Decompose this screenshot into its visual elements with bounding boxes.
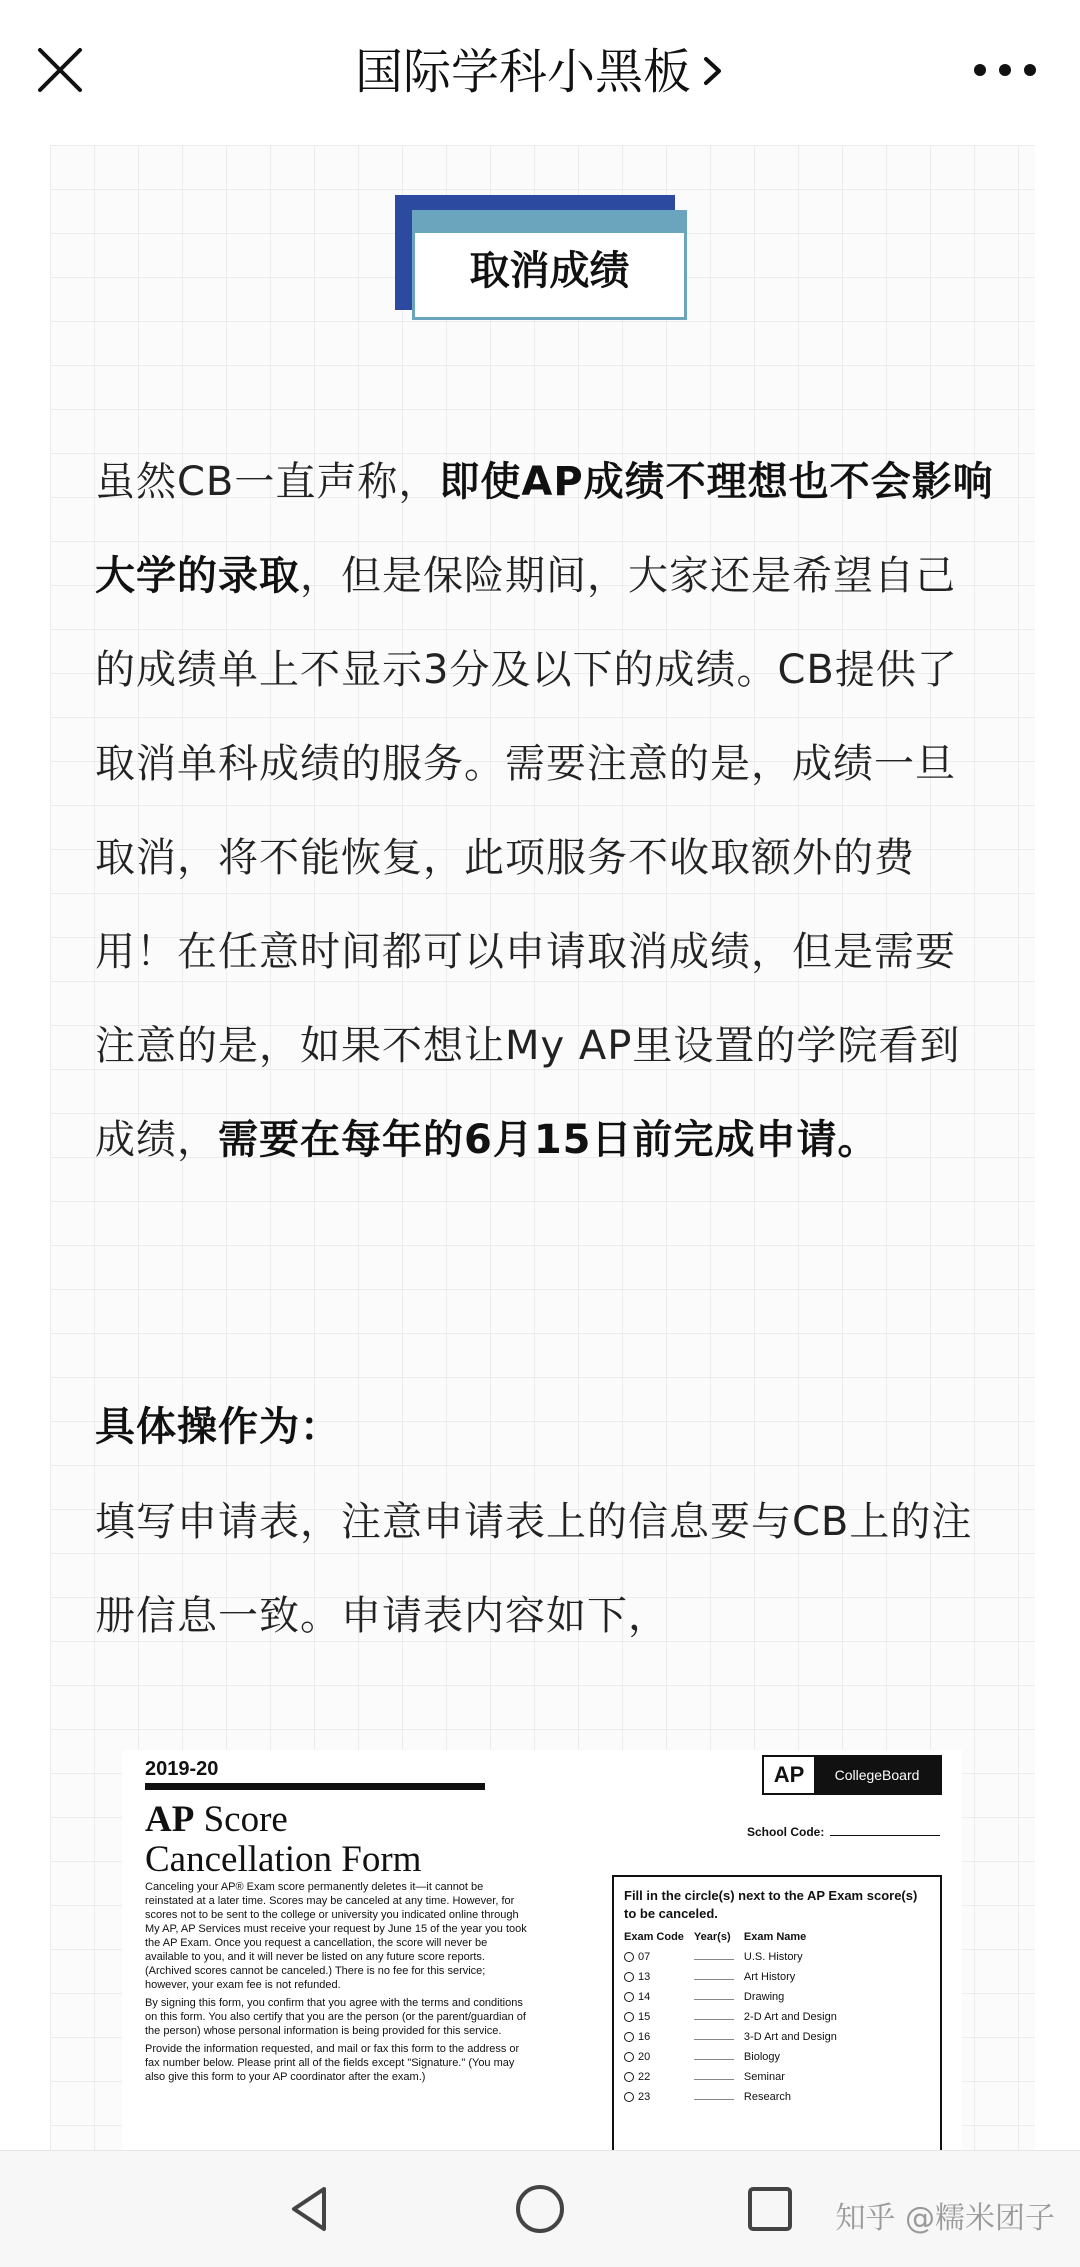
paragraph-intro: [95, 435, 995, 1187]
form-description: [145, 1880, 530, 2088]
school-code-field: [747, 1825, 940, 1839]
logo-ap: AP: [773, 1762, 805, 1787]
ap-collegeboard-logo: [762, 1755, 942, 1795]
exam-code: 23: [638, 2091, 651, 2103]
bold-text-deadline: 需要在每年的6月15日前完成申请。: [218, 1117, 879, 1163]
exam-code: 07: [638, 1951, 651, 1963]
exam-code-cell[interactable]: [624, 2007, 694, 2027]
exam-row: [624, 2067, 847, 2087]
radio-circle-icon[interactable]: [624, 1992, 634, 2002]
form-year: 2019-20: [145, 1758, 219, 1780]
text-span: ，但是保险期间，大家还是希望自己的成绩单上不显示3分及以下的成绩。CB提供了取消单科成绩的服务。需要注意的是，成绩一旦取消，将不能恢复，此项服务不收取额外的费用！在任意时间都可以申请取消成绩，但是需要注意的是，如果不想让My AP里设置的学院看到成绩，: [95, 553, 961, 1163]
exam-name-cell: Research: [743, 2091, 791, 2103]
exam-code: 20: [638, 2051, 651, 2063]
exam-code-cell[interactable]: [624, 2067, 694, 2087]
paragraph-steps: 填写申请表，注意申请表上的信息要与CB上的注册信息一致。申请表内容如下，: [95, 1499, 973, 1639]
exam-row: [624, 2047, 847, 2067]
exam-selection-box: [612, 1875, 942, 2170]
form-title-line2: Cancellation Form: [145, 1839, 422, 1880]
col-exam-code: Exam Code: [624, 1931, 684, 1943]
form-title: [145, 1800, 421, 1880]
exam-year-cell: [694, 2007, 744, 2027]
more-button[interactable]: [970, 58, 1040, 82]
system-nav-bar: [0, 2150, 1080, 2267]
exam-row: [624, 2007, 847, 2027]
exam-name-cell: Drawing: [743, 1991, 785, 2003]
form-desc-2: By signing this form, you confirm that you agree with the terms and conditions on this form. You also certify that you are the person (or the parent/guardian of the person) whose personal information is being provided for this service.: [145, 1997, 526, 2037]
form-desc-3: Provide the information requested, and mail or fax this form to the address or fax number below. Please print all of the fields except "Signature." (You may also give this form to your AP coordinator after the exam.): [145, 2043, 520, 2083]
exam-code-cell[interactable]: [624, 1967, 694, 1987]
zhihu-watermark: 知乎 @糯米团子: [835, 2201, 1055, 2236]
home-circle-icon: [510, 2179, 570, 2239]
year-blank-line: [694, 2079, 734, 2080]
col-years: Year(s): [693, 1931, 731, 1943]
account-title-text: 国际学科小黑板: [354, 44, 691, 100]
exam-code: 16: [638, 2031, 651, 2043]
nav-home-button[interactable]: [510, 2179, 570, 2239]
exam-table: [624, 1931, 847, 2107]
exam-code: 15: [638, 2011, 651, 2023]
exam-row: [624, 1987, 847, 2007]
exam-row: [624, 2027, 847, 2047]
exam-row: [624, 1947, 847, 1967]
badge-front-shape: [412, 210, 687, 320]
school-code-line: [830, 1835, 940, 1836]
exam-year-cell: [694, 1947, 744, 1967]
text-span: 虽然CB一直声称，: [95, 459, 440, 505]
form-title-score: Score: [194, 1799, 288, 1840]
year-blank-line: [694, 2039, 734, 2040]
exam-box-heading: Fill in the circle(s) next to the AP Exam score(s) to be canceled.: [624, 1888, 918, 1921]
nav-back-button[interactable]: [280, 2179, 340, 2239]
year-blank-line: [694, 1979, 734, 1980]
radio-circle-icon[interactable]: [624, 2032, 634, 2042]
top-bar: [0, 0, 1080, 145]
radio-circle-icon[interactable]: [624, 2052, 634, 2062]
section-title: 取消成绩: [469, 248, 630, 294]
chevron-right-icon: [701, 41, 725, 109]
school-code-label: School Code:: [747, 1825, 825, 1839]
exam-name-cell: U.S. History: [743, 1951, 803, 1963]
radio-circle-icon[interactable]: [624, 1952, 634, 1962]
exam-code-cell[interactable]: [624, 2027, 694, 2047]
exam-name-cell: 2-D Art and Design: [743, 2011, 837, 2023]
form-title-ap: AP: [145, 1799, 195, 1840]
exam-code: 14: [638, 1991, 651, 2003]
nav-recent-button[interactable]: [740, 2179, 800, 2239]
exam-year-cell: [694, 1987, 744, 2007]
exam-name-cell: 3-D Art and Design: [743, 2031, 837, 2043]
exam-year-cell: [694, 1967, 744, 1987]
exam-code-cell[interactable]: [624, 2087, 694, 2107]
bold-heading: 具体操作为：: [95, 1404, 341, 1450]
exam-name-cell: Biology: [743, 2051, 780, 2063]
section-title-badge: [395, 195, 695, 325]
form-desc-1: Canceling your AP® Exam score permanently deletes it—it cannot be reinstated at a later time. Scores may be canceled at any time. However, for scores not to be sent to the college or university you indicated online through My AP, AP Services must receive your request by June 15 of the year you took the AP Exam. Once you request a cancellation, the score will never be available to you, and it will never be listed on any future score reports. (Archived scores cannot be canceled.) There is no fee for this service; however, your exam fee is not refunded.: [145, 1881, 527, 1991]
year-blank-line: [694, 1959, 734, 1960]
exam-code-cell[interactable]: [624, 1947, 694, 1967]
account-title[interactable]: [0, 38, 1080, 109]
recent-square-icon: [740, 2179, 800, 2239]
back-triangle-icon: [280, 2179, 340, 2239]
exam-code-cell[interactable]: [624, 1987, 694, 2007]
exam-name-cell: Art History: [743, 1971, 796, 1983]
radio-circle-icon[interactable]: [624, 2012, 634, 2022]
radio-circle-icon[interactable]: [624, 1972, 634, 1982]
col-exam-name: Exam Name: [743, 1931, 807, 1943]
exam-code: 13: [638, 1971, 651, 1983]
cancellation-form-image[interactable]: [122, 1750, 962, 2170]
exam-row: [624, 2087, 847, 2107]
exam-code: 22: [638, 2071, 651, 2083]
radio-circle-icon[interactable]: [624, 2072, 634, 2082]
year-blank-line: [694, 2019, 734, 2020]
form-year-bar: [145, 1783, 485, 1790]
radio-circle-icon[interactable]: [624, 2092, 634, 2102]
year-blank-line: [694, 2059, 734, 2060]
exam-code-cell[interactable]: [624, 2047, 694, 2067]
steps-heading: [95, 1380, 995, 1474]
exam-year-cell: [694, 2067, 744, 2087]
logo-collegeboard: CollegeBoard: [814, 1757, 940, 1793]
exam-name-cell: Seminar: [743, 2071, 785, 2083]
exam-year-cell: [694, 2027, 744, 2047]
badge-bar: [415, 213, 684, 233]
exam-row: [624, 1967, 847, 1987]
more-dots-icon: [970, 58, 1040, 82]
bold-text: 即使AP成绩不理想也不会影响大学的录取: [95, 459, 994, 599]
article-content: [50, 145, 1035, 2150]
year-blank-line: [694, 2099, 734, 2100]
year-blank-line: [694, 1999, 734, 2000]
exam-year-cell: [694, 2047, 744, 2067]
exam-year-cell: [694, 2087, 744, 2107]
